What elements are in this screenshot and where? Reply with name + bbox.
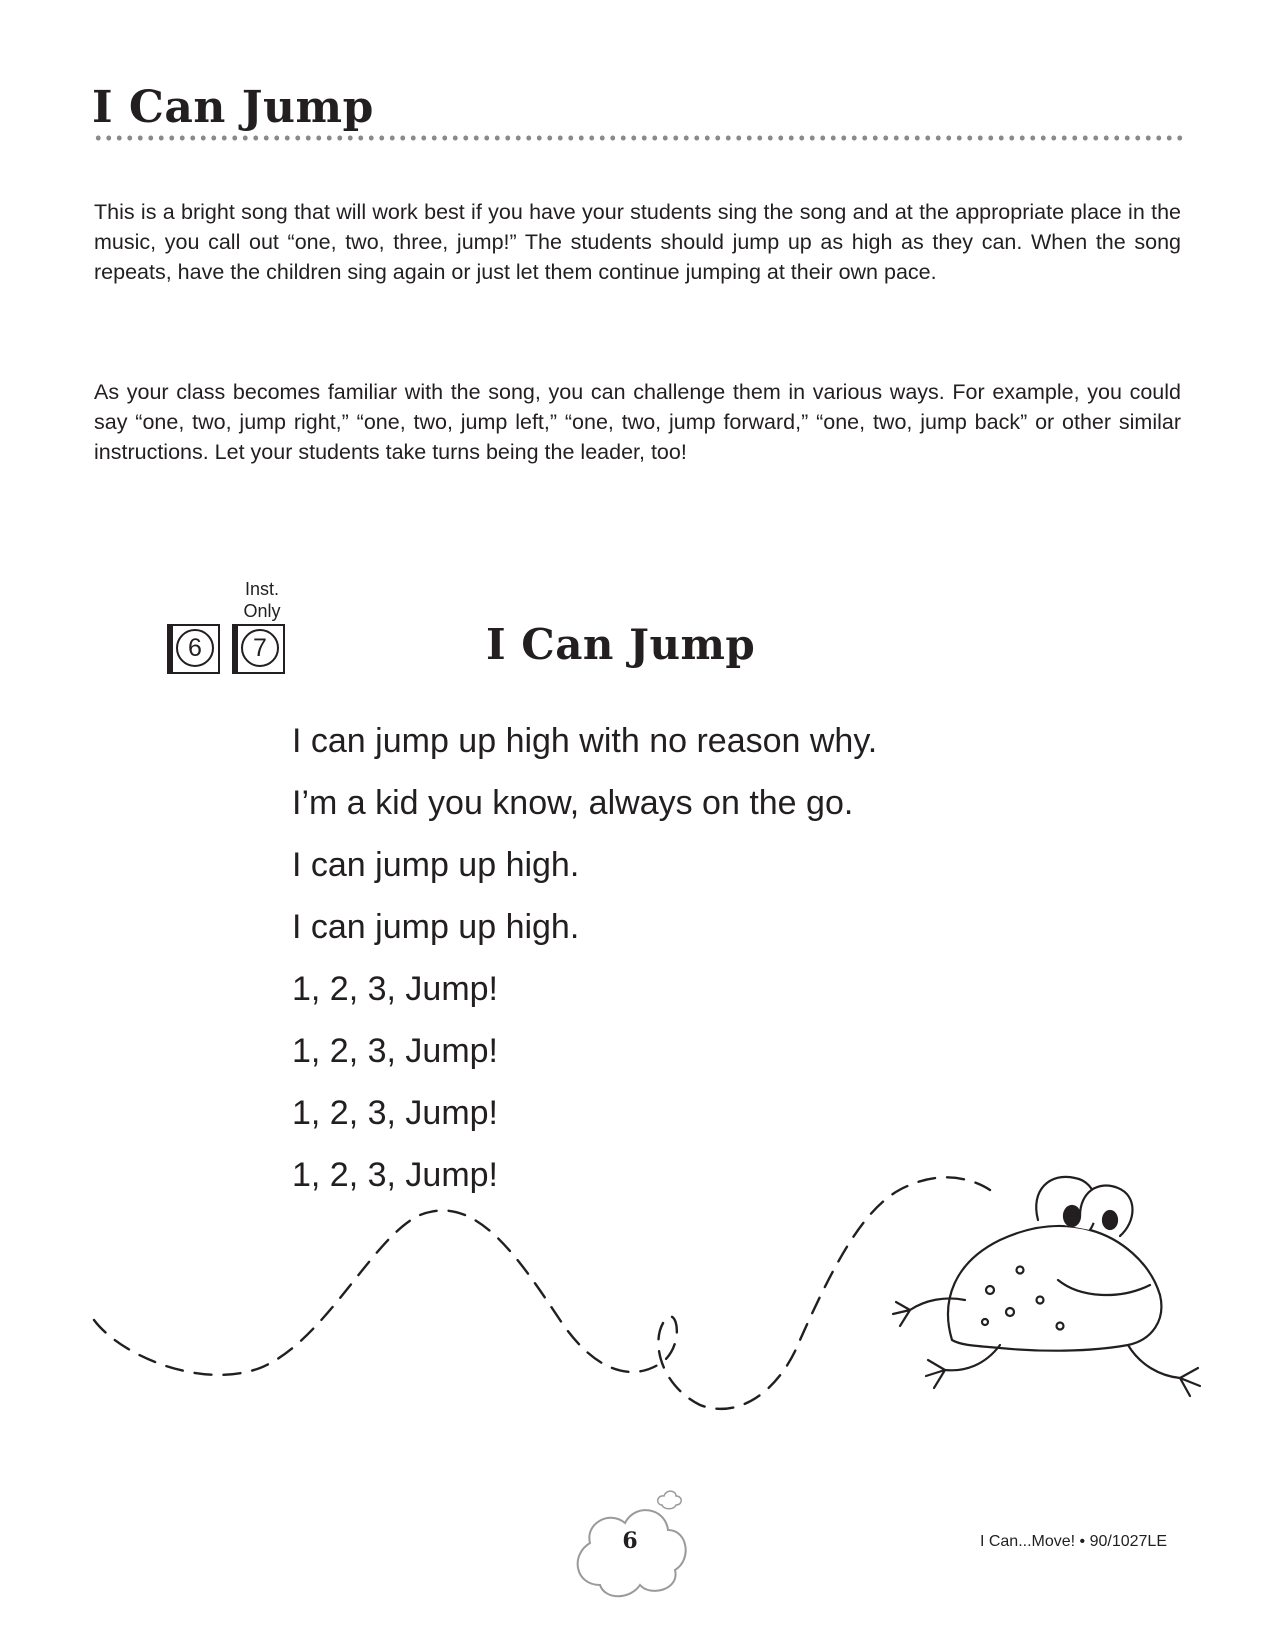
frog-icon <box>893 1177 1200 1396</box>
page-number: 6 <box>622 1528 638 1554</box>
instrumental-label-line-1: Inst. <box>244 579 279 599</box>
lyric-line-6: 1, 2, 3, Jump! <box>292 1032 498 1070</box>
track-number-6: 6 <box>176 629 214 667</box>
footer-book-info: I Can...Move! • 90/1027LE <box>979 1533 1167 1550</box>
dashed-jump-path <box>94 1177 990 1409</box>
lyric-line-7: 1, 2, 3, Jump! <box>292 1094 498 1132</box>
intro-paragraph-2: As your class becomes familiar with the song, you can challenge them in various ways. For example, you could say “one, two, jump right,” “one, two, jump left,” “one, two, jump forward,” “one, two, jump back” or other similar instructions. Let your students take turns being the leader, too! <box>94 380 1181 464</box>
lyric-line-4: I can jump up high. <box>292 908 580 946</box>
lyric-line-8: 1, 2, 3, Jump! <box>292 1156 498 1194</box>
song-title: I Can Jump <box>486 620 756 669</box>
lyric-line-5: 1, 2, 3, Jump! <box>292 970 498 1008</box>
page-title: I Can Jump <box>92 82 374 133</box>
lyric-line-2: I’m a kid you know, always on the go. <box>292 784 854 822</box>
lyric-line-1: I can jump up high with no reason why. <box>292 722 878 760</box>
track-number-7: 7 <box>241 629 279 667</box>
intro-paragraph-1: This is a bright song that will work best if you have your students sing the song and at the appropriate place in the music, you call out “one, two, three, jump!” The students should jump up as high as they can. When the song repeats, have the children sing again or just let them continue jumping at their own pace. <box>94 200 1181 284</box>
instrumental-label-line-2: Only <box>243 601 281 621</box>
lyric-line-3: I can jump up high. <box>292 846 580 884</box>
